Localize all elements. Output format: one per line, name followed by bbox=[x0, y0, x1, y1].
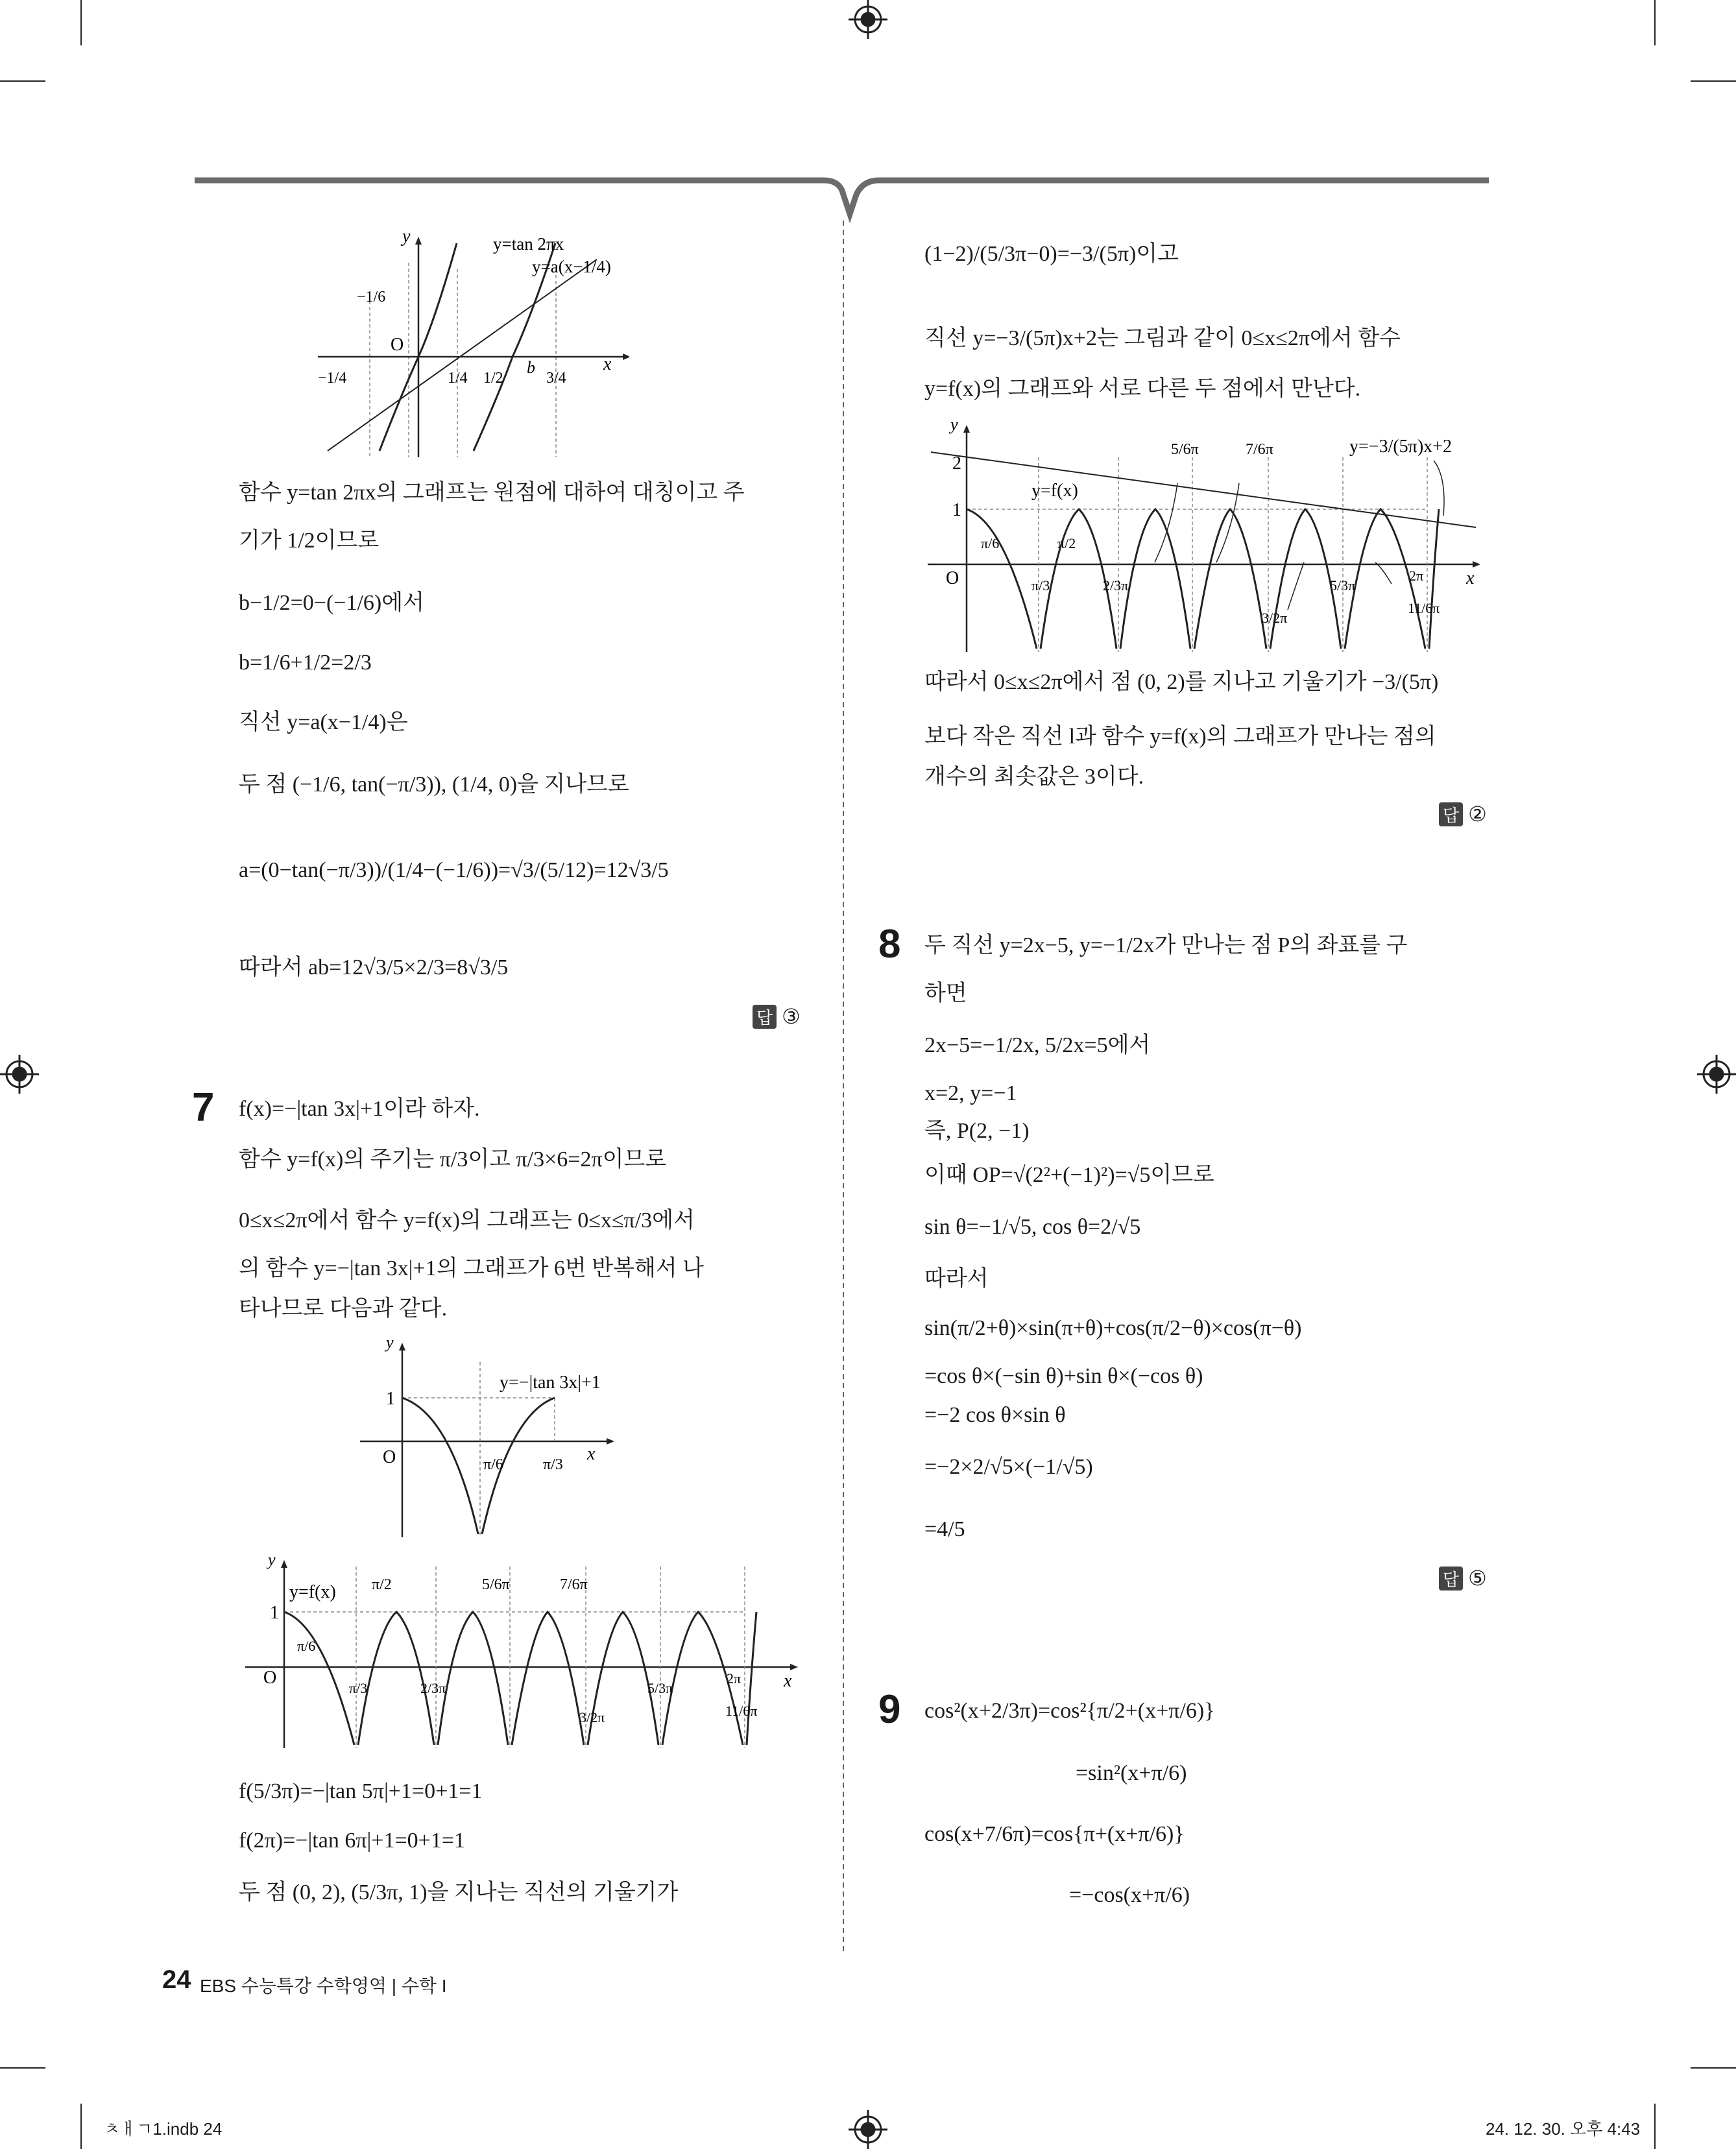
p6-line-3: b−1/2=0−(−1/6)에서 bbox=[239, 591, 424, 615]
p7-line-2: 함수 y=f(x)의 주기는 π/3이고 π/3×6=2π이므로 bbox=[239, 1147, 667, 1171]
y-label: y bbox=[386, 1336, 394, 1352]
tick-top-1: π/2 bbox=[372, 1576, 392, 1593]
r-top-line-1: (1−2)/(5/3π−0)=−3/(5π)이고 bbox=[924, 242, 1179, 266]
p6-line-2: 기가 1/2이므로 bbox=[239, 529, 380, 553]
tick-1: π/6 bbox=[981, 535, 1000, 551]
tick-pi-6: π/6 bbox=[483, 1456, 503, 1473]
tick-bot-1: π/6 bbox=[297, 1638, 316, 1654]
figure-tan-2pix bbox=[318, 230, 629, 457]
p8-line-1: 두 직선 y=2x−5, y=−1/2x가 만나는 점 P의 좌표를 구 bbox=[924, 933, 1408, 957]
x-label: x bbox=[587, 1444, 596, 1464]
tick-3-4: 3/4 bbox=[546, 370, 566, 387]
p6-line-6: 두 점 (−1/6, tan(−π/3)), (1/4, 0)을 지나므로 bbox=[239, 773, 629, 797]
p8-line-4: x=2, y=−1 bbox=[924, 1081, 1017, 1105]
footer-file: ㅊㅐㄱ1.indb 24 bbox=[104, 2119, 223, 2139]
p7-tail-1: f(5/3π)=−|tan 5π|+1=0+1=1 bbox=[239, 1779, 483, 1803]
header-rule bbox=[195, 180, 1489, 214]
p6-line-7: a=(0−tan(−π/3))/(1/4−(−1/6))=√3/(5/12)=12√3/5 bbox=[239, 858, 669, 882]
tick-1-2: 1/2 bbox=[483, 370, 503, 387]
p8-line-6: 이때 OP=√(2²+(−1)²)=√5이므로 bbox=[924, 1163, 1214, 1187]
y-axis-label: y bbox=[402, 230, 411, 246]
problem-9-number: 9 bbox=[878, 1687, 901, 1732]
tick-2: π/2 bbox=[1057, 535, 1076, 551]
tick-bot-4: 3/2π bbox=[579, 1709, 605, 1725]
p6-answer: 답 ③ bbox=[753, 1004, 801, 1029]
p7-tail-2: f(2π)=−|tan 6π|+1=0+1=1 bbox=[239, 1829, 465, 1853]
r-top-line-3: y=f(x)의 그래프와 서로 다른 두 점에서 만난다. bbox=[924, 377, 1361, 401]
curve-left bbox=[402, 1398, 478, 1534]
p8-line-13: =4/5 bbox=[924, 1517, 965, 1541]
y-label: y bbox=[268, 1554, 276, 1569]
func-label: y=−|tan 3x|+1 bbox=[500, 1373, 601, 1393]
tick-3: π/3 bbox=[1031, 577, 1050, 594]
curve-label: y=f(x) bbox=[1031, 481, 1078, 501]
p8-line-10: =cos θ×(−sin θ)+sin θ×(−cos θ) bbox=[924, 1364, 1203, 1388]
figure-one-period bbox=[360, 1336, 633, 1544]
tick-bot-7: 11/6π bbox=[725, 1703, 758, 1719]
p8-line-5: 즉, P(2, −1) bbox=[924, 1119, 1030, 1143]
p6-line-1: 함수 y=tan 2πx의 그래프는 원점에 대하여 대칭이고 주 bbox=[239, 481, 745, 505]
registration-mark-bottom bbox=[849, 2110, 887, 2149]
tick-neg-1-6: −1/6 bbox=[357, 289, 386, 306]
p8-line-8: 따라서 bbox=[924, 1267, 989, 1291]
problem-7-number: 7 bbox=[192, 1085, 215, 1130]
p8-line-12: =−2×2/√5×(−1/√5) bbox=[924, 1455, 1093, 1479]
x-axis-label: x bbox=[603, 354, 612, 374]
tick-b: b bbox=[527, 358, 535, 377]
tick-4: 2/3π bbox=[1103, 577, 1129, 594]
one-label: 1 bbox=[386, 1389, 395, 1409]
line-l bbox=[931, 452, 1476, 527]
registration-mark-left bbox=[0, 1055, 39, 1094]
p6-line-4: b=1/6+1/2=2/3 bbox=[239, 651, 372, 675]
func-label: y=f(x) bbox=[289, 1582, 336, 1602]
p8-line-2: 하면 bbox=[924, 981, 967, 1005]
tick-bot-6: 2π bbox=[727, 1670, 741, 1687]
p9-line-3: cos(x+7/6π)=cos{π+(x+π/6)} bbox=[924, 1822, 1185, 1846]
p9-line-1: cos²(x+2/3π)=cos²{π/2+(x+π/6)} bbox=[924, 1699, 1215, 1723]
p8-line-7: sin θ=−1/√5, cos θ=2/√5 bbox=[924, 1215, 1141, 1239]
tick-bot-5: 5/3π bbox=[647, 1680, 673, 1696]
r-mid-line-2: 보다 작은 직선 l과 함수 y=f(x)의 그래프가 만나는 점의 bbox=[924, 725, 1436, 749]
p8-line-11: =−2 cos θ×sin θ bbox=[924, 1403, 1066, 1427]
figure-full-period-left bbox=[245, 1554, 810, 1761]
r-mid-line-1: 따라서 0≤x≤2π에서 점 (0, 2)를 지나고 기울기가 −3/(5π) bbox=[924, 670, 1439, 694]
p7-line-4: 의 함수 y=−|tan 3x|+1의 그래프가 6번 반복해서 나 bbox=[239, 1256, 704, 1280]
p8-answer: 답 ⑤ bbox=[1439, 1566, 1487, 1591]
p9-line-2: =sin²(x+π/6) bbox=[1076, 1761, 1187, 1785]
x-label: x bbox=[784, 1671, 792, 1691]
p7-answer: 답 ② bbox=[1439, 802, 1487, 826]
figure-full-period-right bbox=[928, 418, 1492, 658]
p8-line-9: sin(π/2+θ)×sin(π+θ)+cos(π/2−θ)×cos(π−θ) bbox=[924, 1316, 1302, 1340]
p7-line-3: 0≤x≤2π에서 함수 y=f(x)의 그래프는 0≤x≤π/3에서 bbox=[239, 1208, 695, 1232]
origin-label: O bbox=[383, 1447, 396, 1467]
p8-line-3: 2x−5=−1/2x, 5/2x=5에서 bbox=[924, 1033, 1151, 1057]
x-label: x bbox=[1466, 568, 1475, 588]
footer-title: EBS 수능특강 수학영역 | 수학 I bbox=[200, 1976, 447, 1996]
tick-bot-2: π/3 bbox=[349, 1680, 368, 1696]
footer-stamp: 24. 12. 30. 오후 4:43 bbox=[1486, 2119, 1641, 2139]
one-label: 1 bbox=[270, 1603, 279, 1623]
one-label: 1 bbox=[952, 500, 961, 520]
registration-mark-top bbox=[849, 0, 887, 39]
registration-mark-right bbox=[1697, 1055, 1736, 1094]
problem-8-number: 8 bbox=[878, 922, 901, 966]
r-mid-line-3: 개수의 최솟값은 3이다. bbox=[924, 765, 1144, 789]
p6-line-8: 따라서 ab=12√3/5×2/3=8√3/5 bbox=[239, 955, 509, 979]
p7-line-1: f(x)=−|tan 3x|+1이라 하자. bbox=[239, 1097, 480, 1121]
p7-line-5: 타나므로 다음과 같다. bbox=[239, 1297, 448, 1321]
two-label: 2 bbox=[952, 453, 961, 474]
p9-line-4: =−cos(x+π/6) bbox=[1069, 1883, 1190, 1907]
p7-tail-3: 두 점 (0, 2), (5/3π, 1)을 지나는 직선의 기울기가 bbox=[239, 1880, 679, 1904]
p6-line-5: 직선 y=a(x−1/4)은 bbox=[239, 710, 408, 734]
curve-label: y=tan 2πx bbox=[493, 234, 564, 254]
tick-neg-1-4: −1/4 bbox=[318, 370, 347, 387]
line-label: y=−3/(5π)x+2 bbox=[1349, 437, 1452, 457]
tick-top-3: 7/6π bbox=[560, 1576, 588, 1593]
tick-top-1: 5/6π bbox=[1171, 441, 1199, 458]
origin-label: O bbox=[946, 568, 959, 588]
tick-top-2: 7/6π bbox=[1246, 441, 1273, 458]
origin-label: O bbox=[263, 1668, 277, 1688]
origin-label: O bbox=[391, 335, 404, 355]
tick-pi-3: π/3 bbox=[543, 1456, 563, 1473]
tick-bot-3: 2/3π bbox=[420, 1680, 446, 1696]
r-top-line-2: 직선 y=−3/(5π)x+2는 그림과 같이 0≤x≤2π에서 함수 bbox=[924, 326, 1401, 350]
tick-1-4: 1/4 bbox=[448, 370, 468, 387]
tick-7: 2π bbox=[1409, 568, 1424, 584]
tick-top-2: 5/6π bbox=[482, 1576, 510, 1593]
y-label: y bbox=[950, 418, 958, 434]
tick-8: 11/6π bbox=[1408, 600, 1440, 616]
page-number: 24 bbox=[162, 1965, 191, 1994]
line-label: y=a(x−1/4) bbox=[532, 257, 611, 276]
tick-6: 5/3π bbox=[1330, 577, 1356, 594]
tick-5: 3/2π bbox=[1262, 610, 1288, 626]
